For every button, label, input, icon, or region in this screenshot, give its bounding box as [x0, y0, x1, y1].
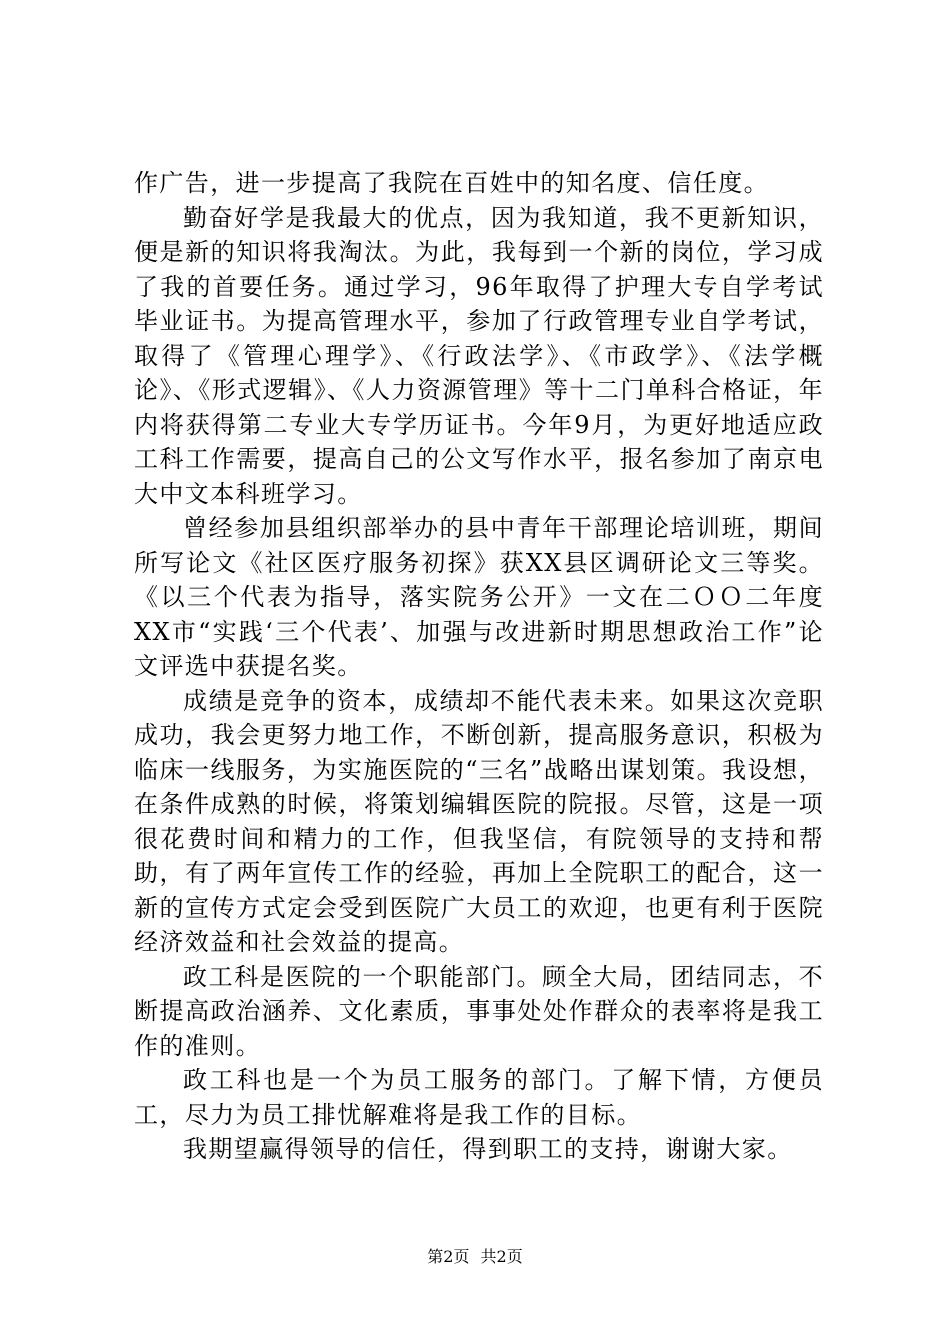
- page-total: 共2页: [480, 1247, 523, 1266]
- paragraph: 作广告，进一步提高了我院在百姓中的知名度、信任度。: [134, 169, 769, 197]
- paragraph: 政工科是医院的一个职能部门。顾全大局，团结同志，不断提高政治涵养、文化素质，事事处处作群众的表率将是我工作的准则。: [134, 962, 824, 1060]
- paragraph: 成绩是竞争的资本，成绩却不能代表未来。如果这次竞职成功，我会更努力地工作，不断创新，提高服务意识，积极为临床一线服务，为实施医院的“三名”战略出谋划策。我设想，在条件成熟的时候，将策划编辑医院的院报。尽管，这是一项很花费时间和精力的工作，但我坚信，有院领导的支持和帮助，有了两年宣传工作的经验，再加上全院职工的配合，这一新的宣传方式定会受到医院广大员工的欢迎，也更有利于医院经济效益和社会效益的提高。: [134, 686, 824, 956]
- paragraph: 我期望赢得领导的信任，得到职工的支持，谢谢大家。: [183, 1135, 793, 1163]
- paragraph: 勤奋好学是我最大的优点，因为我知道，我不更新知识，便是新的知识将我淘汰。为此，我每到一个新的岗位，学习成了我的首要任务。通过学习，96年取得了护理大专自学考试毕业证书。为提高管理水平，参加了行政管理专业自学考试，取得了《管理心理学》、《行政法学》、《市政学》、《法学概论》、《形式逻辑》、《人力资源管理》等十二门单科合格证，年内将获得第二专业大专学历证书。今年9月，为更好地适应政工科工作需要，提高自己的公文写作水平，报名参加了南京电大中文本科班学习。: [134, 203, 824, 508]
- page-number: 第2页: [427, 1247, 470, 1266]
- paragraph: 曾经参加县组织部举办的县中青年干部理论培训班，期间所写论文《社区医疗服务初探》获XX县区调研论文三等奖。《以三个代表为指导，落实院务公开》一文在二ＯＯ二年度XX市“实践‘三个代表’、加强与改进新时期思想政治工作”论文评选中获提名奖。: [134, 514, 824, 680]
- page-footer: [0, 1244, 950, 1267]
- document-body: [134, 166, 824, 1167]
- paragraph: 政工科也是一个为员工服务的部门。了解下情，方便员工，尽力为员工排忧解难将是我工作的目标。: [134, 1066, 824, 1129]
